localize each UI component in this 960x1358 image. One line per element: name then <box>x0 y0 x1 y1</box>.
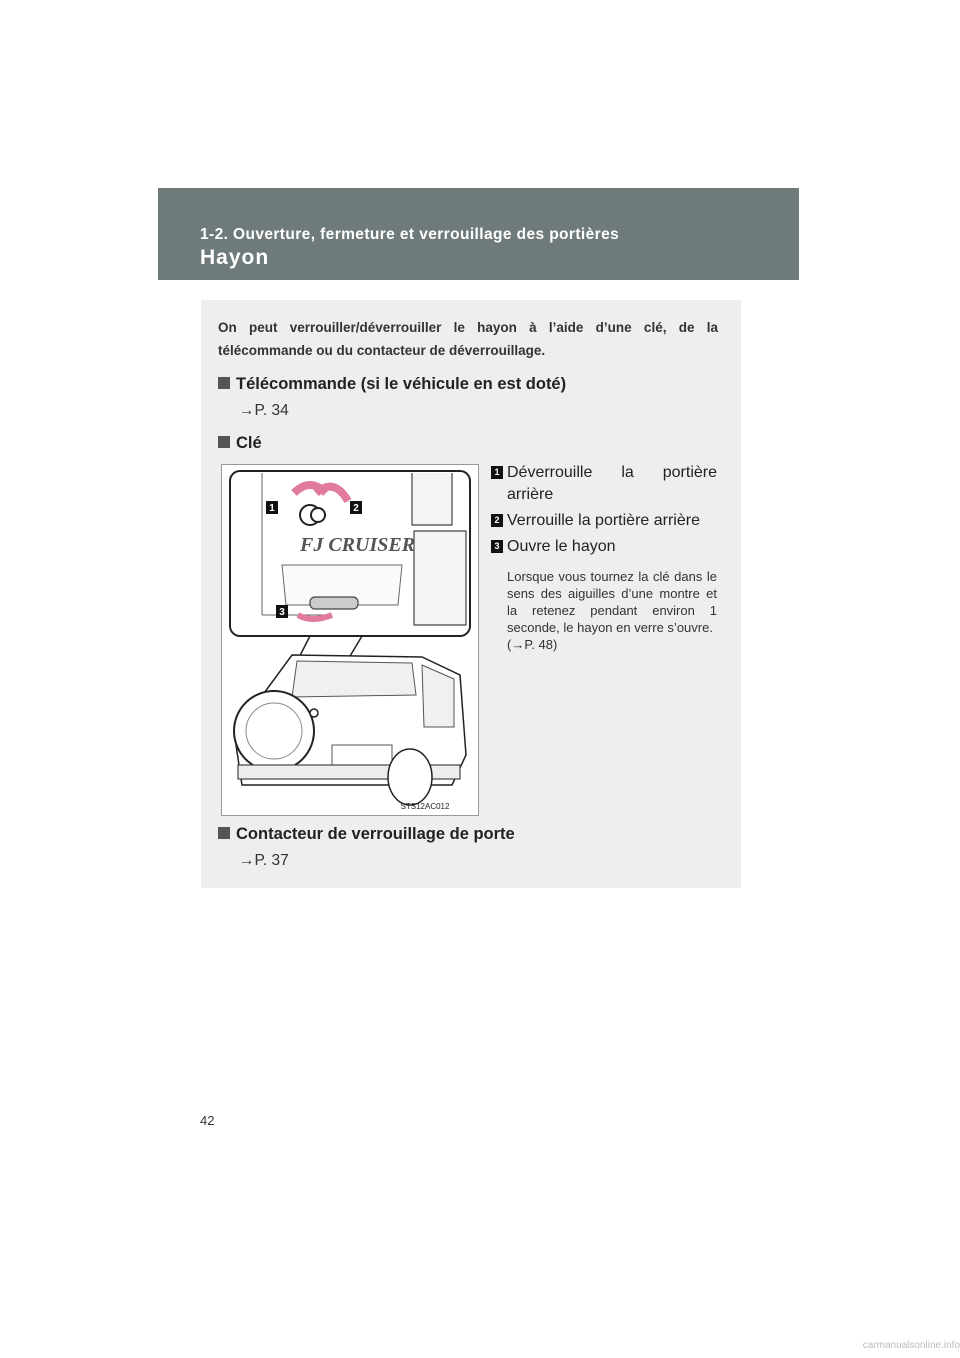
callout-3: 3 <box>279 607 285 618</box>
vehicle-rear-drawing <box>222 465 478 815</box>
step-3: 3 Ouvre le hayon <box>491 536 717 558</box>
section-title: 1-2. Ouverture, fermeture et verrouillage des portières <box>200 226 620 243</box>
heading-door-lock-switch: Contacteur de verrouillage de porte <box>218 825 515 844</box>
note-ref[interactable]: (→P. 48) <box>507 637 558 652</box>
tailgate-handle <box>310 597 358 609</box>
square-bullet-icon <box>218 436 230 448</box>
content-panel <box>201 300 741 888</box>
heading-remote: Télécommande (si le véhicule en est doté) <box>218 375 566 394</box>
illustration-code: STS12AC012 <box>400 802 450 811</box>
ref-remote[interactable]: →P. 34 <box>239 402 289 419</box>
step-number-2: 2 <box>491 514 503 527</box>
heading-key: Clé <box>218 434 262 453</box>
step-1: 1 Déverrouille la portière arrière <box>491 462 717 506</box>
step-number-3: 3 <box>491 540 503 553</box>
ref-door-lock-switch[interactable]: →P. 37 <box>239 852 289 869</box>
page-title: Hayon <box>200 246 270 269</box>
step-2: 2 Verrouille la portière arrière <box>491 510 717 532</box>
fj-cruiser-badge: FJ CRUISER <box>300 534 416 556</box>
watermark: carmanualsonline.info <box>862 1340 960 1351</box>
chapter-header <box>158 188 799 280</box>
step-number-1: 1 <box>491 466 503 479</box>
tailgate-illustration <box>221 464 479 816</box>
page-number: 42 <box>200 1113 215 1128</box>
callout-1: 1 <box>269 503 275 514</box>
intro-paragraph: On peut verrouiller/déverrouiller le hayon à l’aide d’une clé, de la télécommande ou du contacteur de déverrouillage. <box>218 320 718 358</box>
step-list <box>491 462 717 653</box>
step-note: Lorsque vous tournez la clé dans le sens des aiguilles d’une montre et la retenez pendant environ 1 seconde, le hayon en verre s’ouvre. <box>507 569 717 635</box>
callout-2: 2 <box>353 503 359 514</box>
square-bullet-icon <box>218 377 230 389</box>
square-bullet-icon <box>218 827 230 839</box>
